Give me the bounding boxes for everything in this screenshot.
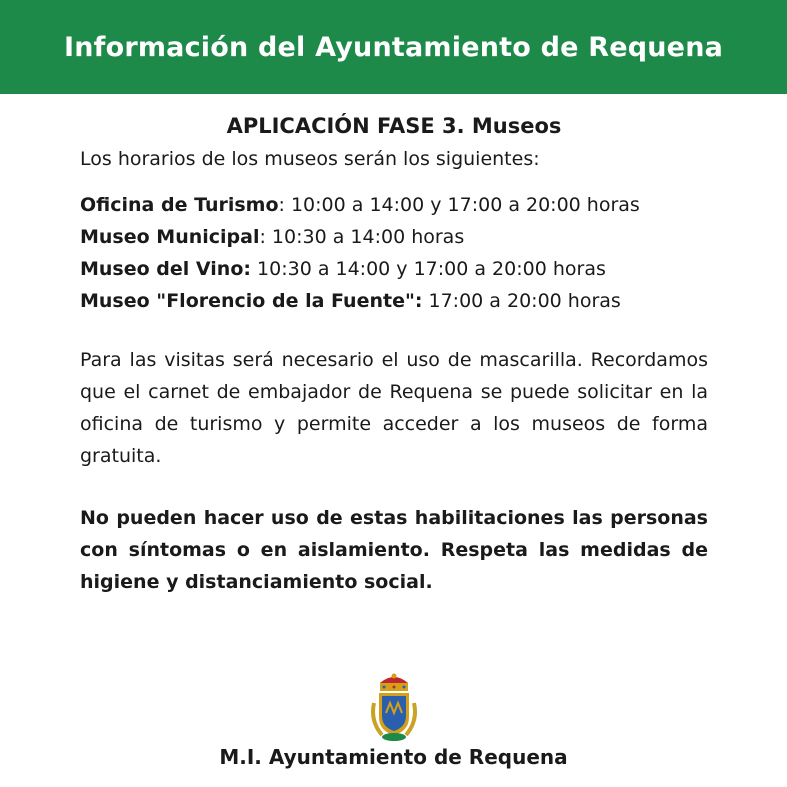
- schedule-item-oficina-turismo: [80, 189, 708, 221]
- info-paragraph: Para las visitas será necesario el uso de mascarilla. Recordamos que el carnet de embajador de Requena se puede solicitar en la oficina de turismo y permite acceder a los museos de forma gratuita.: [80, 349, 708, 467]
- schedule-item-museo-municipal: [80, 221, 708, 253]
- schedule-item-name: Museo Municipal: [80, 226, 260, 248]
- page-heading: APLICACIÓN FASE 3. Museos: [226, 114, 562, 138]
- main-content: [80, 114, 708, 598]
- coat-of-arms-icon: [368, 673, 420, 743]
- schedule-item-name: Oficina de Turismo: [80, 194, 279, 216]
- warning-paragraph: No pueden hacer uso de estas habilitaciones las personas con síntomas o en aislamiento. Respeta las medidas de higiene y distanciamiento social.: [80, 507, 708, 593]
- schedule-item-museo-vino: [80, 253, 708, 285]
- intro-text: Los horarios de los museos serán los siguientes:: [80, 148, 540, 170]
- schedule-item-hours: 10:30 a 14:00 y 17:00 a 20:00 horas: [250, 258, 606, 280]
- schedule-item-hours: : 10:00 a 14:00 y 17:00 a 20:00 horas: [278, 194, 640, 216]
- footer-signature: M.I. Ayuntamiento de Requena: [219, 745, 568, 769]
- schedule-item-name: Museo "Florencio de la Fuente":: [80, 290, 423, 312]
- schedule-item-museo-florencio: [80, 285, 708, 317]
- schedule-item-hours: 17:00 a 20:00 horas: [422, 290, 621, 312]
- header-banner: [0, 0, 787, 94]
- schedule-list: [80, 189, 708, 317]
- banner-title: Información del Ayuntamiento de Requena: [63, 31, 724, 63]
- schedule-item-name: Museo del Vino:: [80, 258, 251, 280]
- schedule-item-hours: : 10:30 a 14:00 horas: [259, 226, 465, 248]
